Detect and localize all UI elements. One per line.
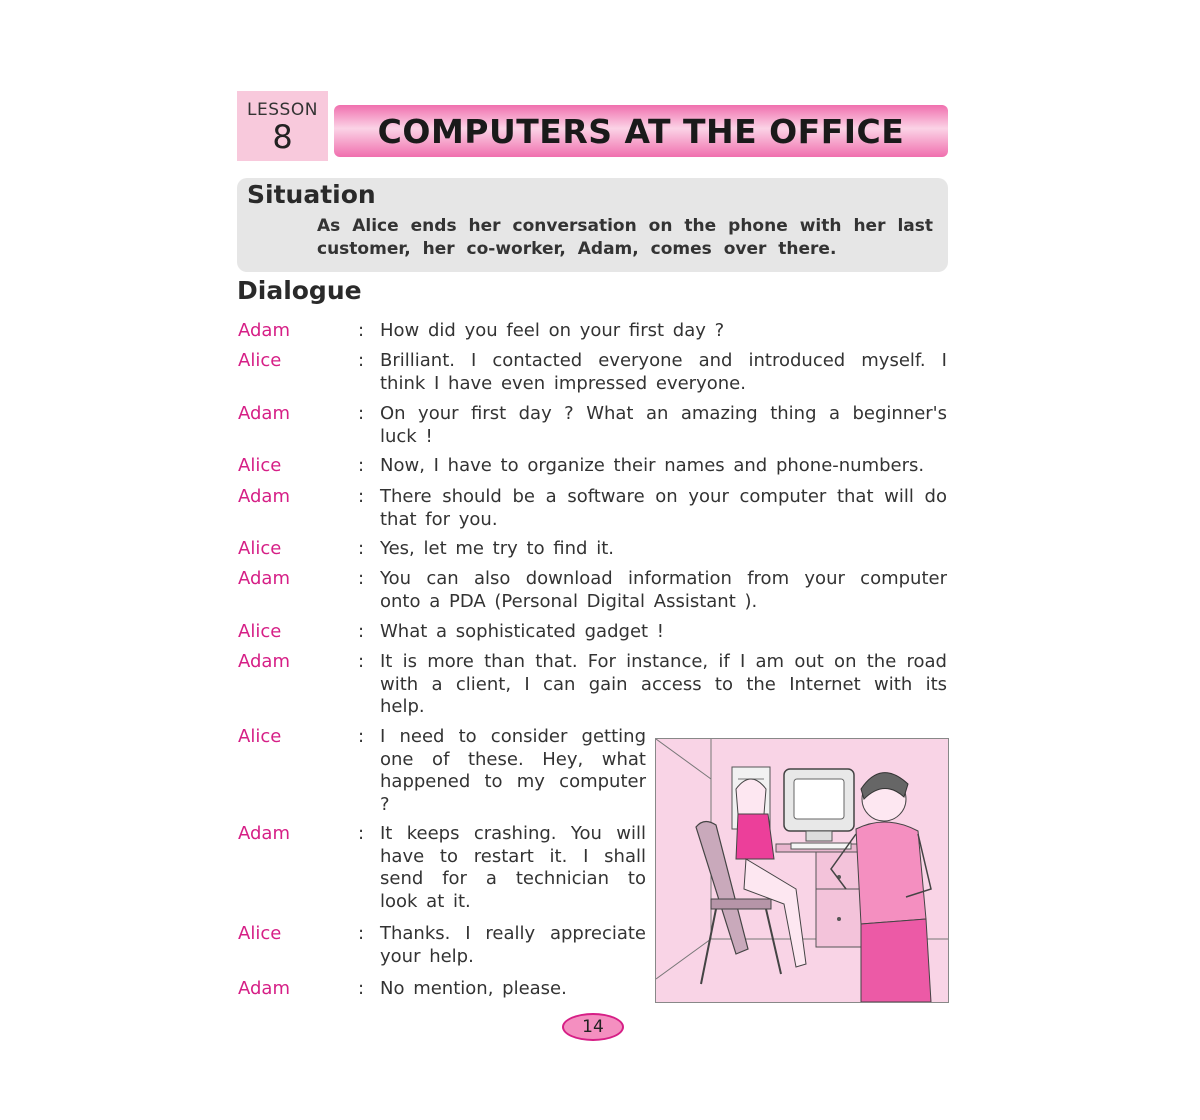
situation-box <box>237 178 948 272</box>
speech-text: It is more than that. For instance, if I am out on the road with a client, I can gain access to the Internet with its help. <box>380 651 947 717</box>
situation-text: As Alice ends her conversation on the phone with her last customer, her co-worker, Adam, comes over there. <box>317 216 933 259</box>
situation-heading: Situation <box>247 180 376 209</box>
office-scene-image <box>656 739 948 1002</box>
dialogue-heading: Dialogue <box>237 276 362 305</box>
speaker-name: Adam <box>238 651 290 672</box>
separator: : <box>358 621 365 642</box>
separator: : <box>358 978 365 999</box>
separator: : <box>358 320 365 341</box>
page-number: 14 <box>562 1013 624 1041</box>
separator: : <box>358 455 365 476</box>
speaker-name: Alice <box>238 350 282 371</box>
office-illustration <box>655 738 949 1003</box>
speaker-name: Alice <box>238 923 282 944</box>
speaker-name: Alice <box>238 621 282 642</box>
speech-text: Now, I have to organize their names and phone-numbers. <box>380 455 925 476</box>
speaker-name: Adam <box>238 403 290 424</box>
speech-text: I need to consider getting one of these. Hey, what happened to my computer ? <box>380 726 646 815</box>
speech-text: Thanks. I really appreciate your help. <box>380 923 646 967</box>
speaker-name: Alice <box>238 726 282 747</box>
separator: : <box>358 823 365 844</box>
title-banner <box>334 105 948 157</box>
speaker-name: Adam <box>238 568 290 589</box>
speech-text: No mention, please. <box>380 978 567 999</box>
lesson-badge <box>237 91 328 161</box>
separator: : <box>358 923 365 944</box>
lesson-label: LESSON <box>247 100 318 120</box>
separator: : <box>358 350 365 371</box>
speech-text: You can also download information from your computer onto a PDA (Personal Digital Assistant ). <box>380 568 947 612</box>
page-title: COMPUTERS AT THE OFFICE <box>377 111 905 151</box>
speaker-name: Adam <box>238 486 290 507</box>
speech-text: Yes, let me try to find it. <box>380 538 614 559</box>
separator: : <box>358 651 365 672</box>
speech-text: How did you feel on your first day ? <box>380 320 725 341</box>
speaker-name: Adam <box>238 823 290 844</box>
speech-text: Brilliant. I contacted everyone and introduced myself. I think I have even impressed everyone. <box>380 350 947 394</box>
separator: : <box>358 568 365 589</box>
speech-text: What a sophisticated gadget ! <box>380 621 665 642</box>
speaker-name: Adam <box>238 978 290 999</box>
separator: : <box>358 486 365 507</box>
speaker-name: Adam <box>238 320 290 341</box>
speech-text: There should be a software on your computer that will do that for you. <box>380 486 947 530</box>
speech-text: On your first day ? What an amazing thing a beginner's luck ! <box>380 403 947 447</box>
separator: : <box>358 403 365 424</box>
speaker-name: Alice <box>238 538 282 559</box>
separator: : <box>358 538 365 559</box>
speaker-name: Alice <box>238 455 282 476</box>
separator: : <box>358 726 365 747</box>
speech-text: It keeps crashing. You will have to restart it. I shall send for a technician to look at it. <box>380 823 646 912</box>
lesson-number: 8 <box>272 118 293 156</box>
